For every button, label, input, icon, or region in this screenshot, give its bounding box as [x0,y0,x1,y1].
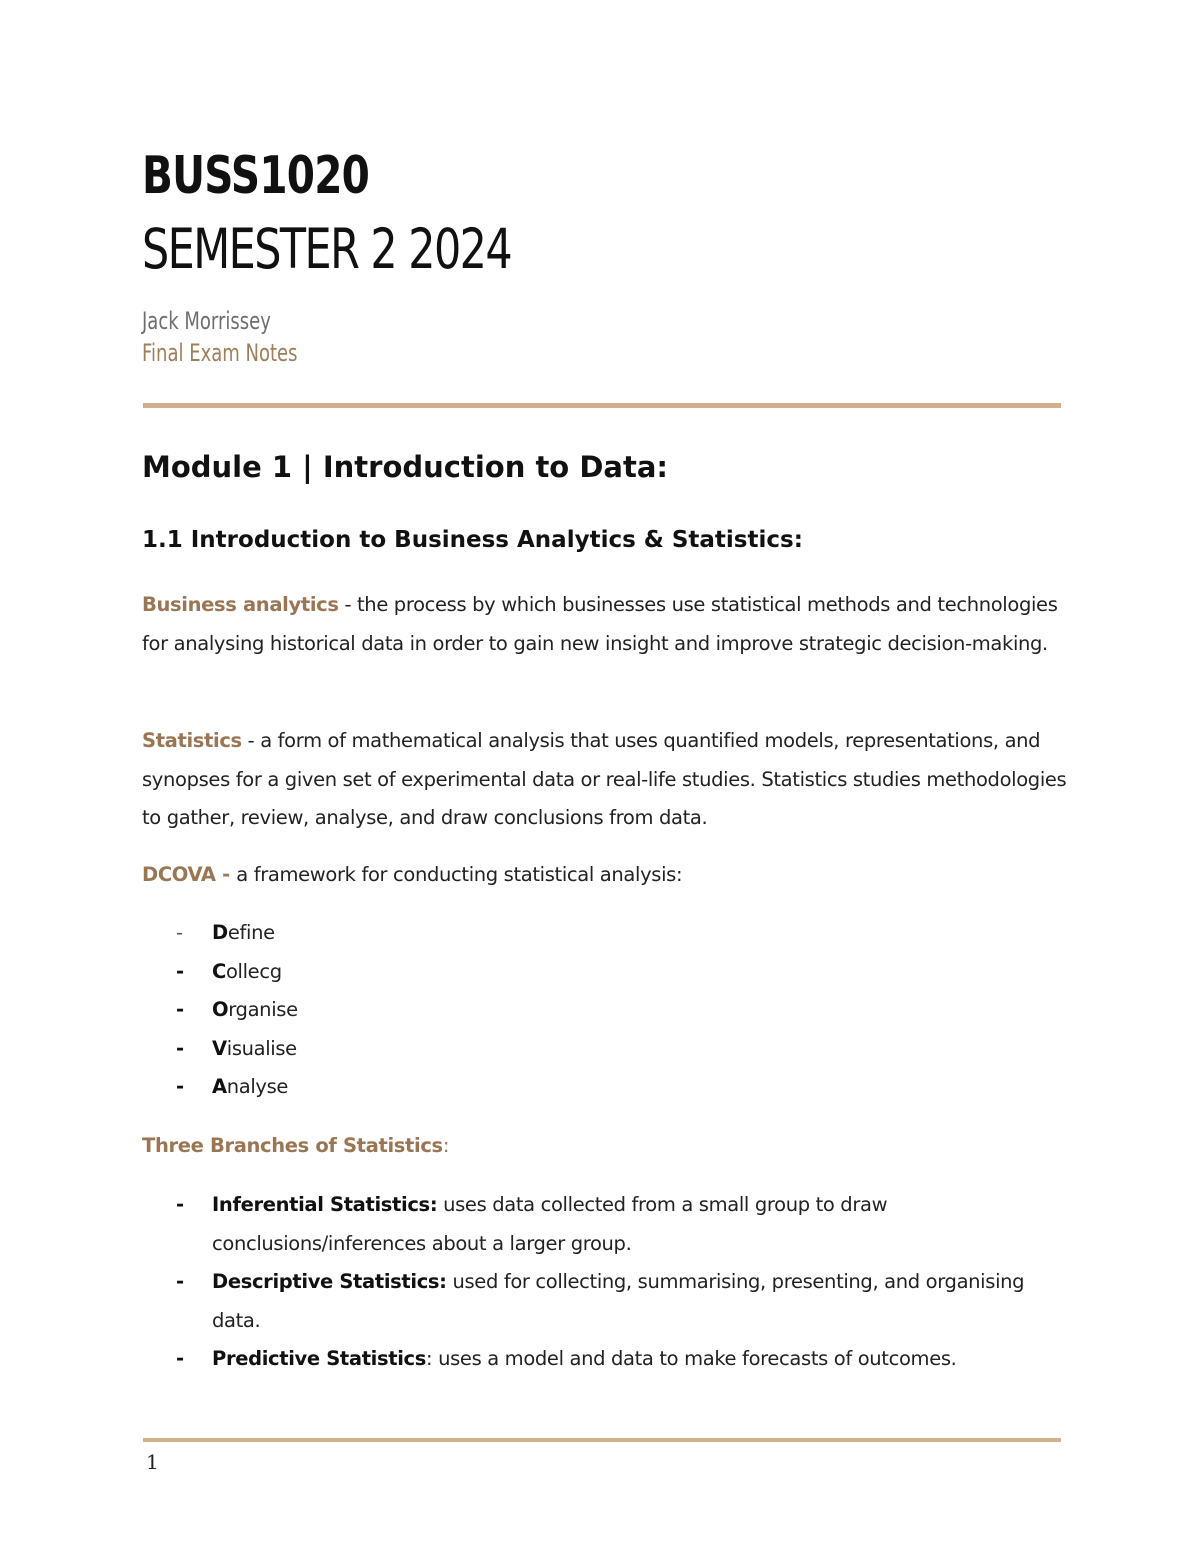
branch-name: Descriptive Statistics: [212,1270,447,1293]
footer-divider [143,1438,1061,1442]
list-dash: - [176,1347,184,1370]
list-dash: - [176,1193,184,1216]
branches-heading [142,1127,1072,1166]
branches-heading-colon: : [442,1134,450,1157]
definition-statistics [142,722,1072,838]
list-dash: - [176,998,184,1021]
list-item [142,1068,1072,1107]
list-item-rest: efine [227,921,275,944]
branch-description: used for collecting, summarising, presenting, and organising data. [212,1270,1025,1332]
module-heading: Module 1 | Introduction to Data: [142,450,668,484]
list-item-rest: rganise [228,998,298,1021]
list-item-rest: isualise [226,1036,297,1060]
list-item-initial: O [212,998,229,1021]
definition-dcova [142,856,1072,895]
list-item-rest: nalyse [226,1075,289,1098]
course-code-title: BUSS1020 [142,146,370,206]
dcova-list [142,914,1072,1107]
list-dash: - [176,1036,184,1060]
list-item [142,953,1072,992]
list-dash: - [176,1075,184,1098]
list-item [142,914,1072,953]
definition-text: a framework for conducting statistical analysis: [236,863,683,886]
branch-description: : uses a model and data to make forecasts of outcomes. [426,1347,957,1370]
list-item-initial: A [212,1075,227,1098]
list-item-rest: ollecg [225,959,282,983]
semester-title: SEMESTER 2 2024 [142,217,512,281]
branch-name: Predictive Statistics [212,1347,427,1370]
section-heading: 1.1 Introduction to Business Analytics & Statistics: [142,527,803,553]
list-dash: - [176,921,183,944]
definition-business-analytics [142,586,1072,663]
document-subtitle: Final Exam Notes [142,339,298,367]
definition-term: Business analytics [142,593,339,616]
definition-term: Statistics [142,729,242,752]
list-item-initial: V [212,1036,227,1060]
list-dash: - [176,959,184,983]
definition-text: - the process by which businesses use statistical methods and technologies for analysing historical data in order to gain new insight and improve strategic decision-making. [142,593,1058,655]
author-name: Jack Morrissey [142,307,271,335]
list-item [142,1263,1072,1340]
page-number: 1 [146,1450,159,1474]
list-item [142,1340,1072,1379]
branches-list [142,1186,1072,1379]
list-item [142,1186,1072,1263]
list-item [142,1030,1072,1069]
definition-term: DCOVA - [142,863,237,886]
branch-description: uses data collected from a small group to draw conclusions/inferences about a larger group. [212,1193,888,1255]
branch-name: Inferential Statistics: [212,1193,438,1216]
branches-heading-text: Three Branches of Statistics [142,1134,443,1157]
list-item-initial: C [212,959,226,983]
list-dash: - [176,1270,184,1293]
definition-text: - a form of mathematical analysis that uses quantified models, representations, and synopses for a given set of experimental data or real-life studies. Statistics studies methodologies to gather, review, analyse, and draw conclusions from data. [142,729,1067,829]
header-divider [143,403,1061,408]
list-item-initial: D [212,921,228,944]
list-item [142,991,1072,1030]
